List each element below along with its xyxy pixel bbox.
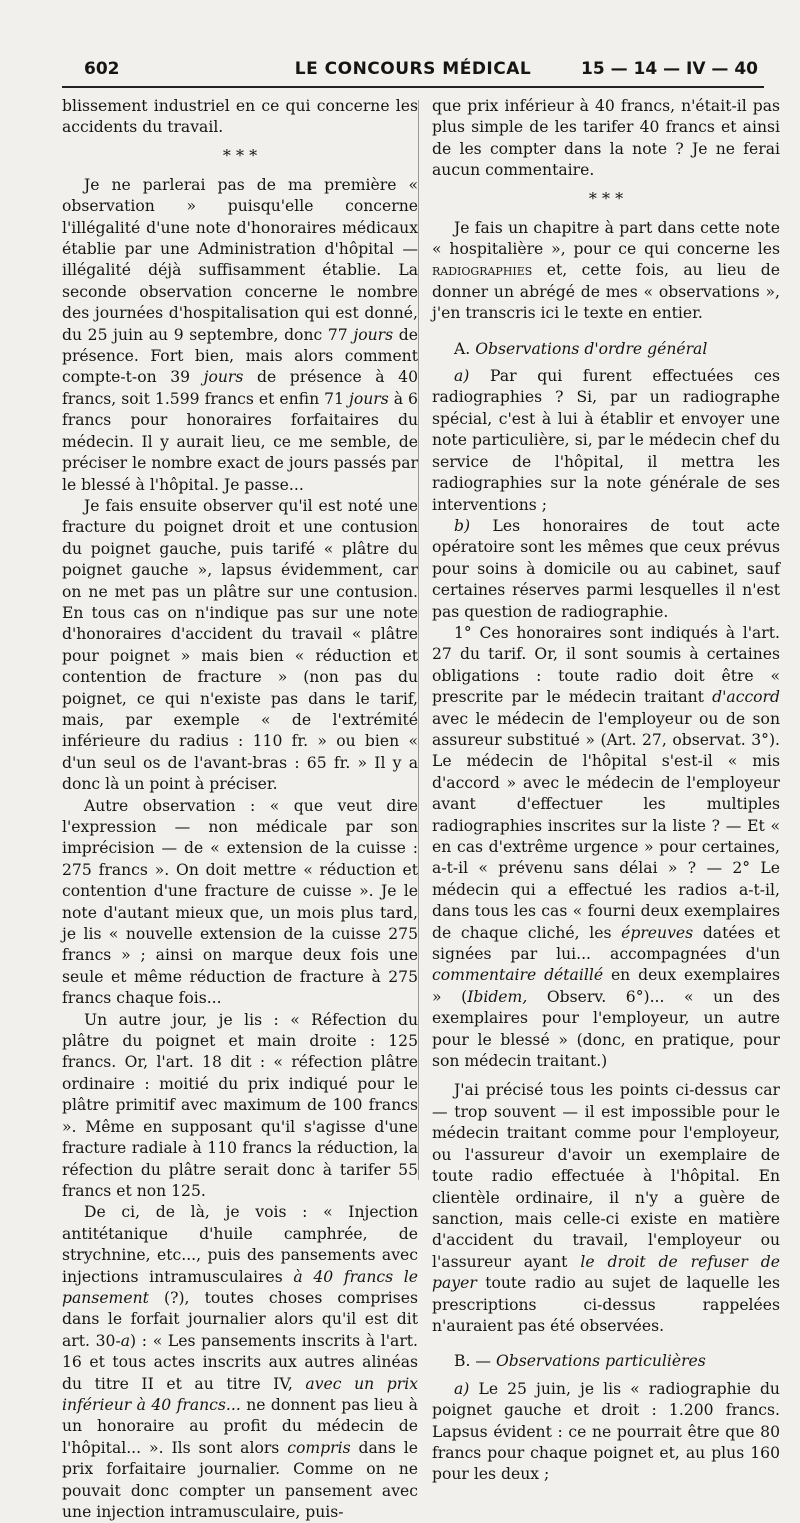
paragraph: J'ai précisé tous les points ci-dessus car — trop souvent — il est impossible pour le médecin traitant comme pour l'employeur, ou l'assureur d'avoir un exemplaire de toute radio effectuée à l'hôpital. En clientèle ordinaire, il n'y a guère de sanction, mais celle-ci existe en matière d'accident du travail, l'employeur ou l'assureur ayant le droit de refuser de payer toute radio au sujet de laquelle les prescriptions ci-dessus rappelées n'auraient pas été observées. bbox=[432, 1081, 781, 1335]
list-item: a) Le 25 juin, je lis « radiographie du poignet gauche et droit : 1.200 francs. Lapsus évident : ce ne pourrait être que 80 francs pour chaque poignet et, au plus 160 pour les deux ; bbox=[432, 1379, 780, 1484]
column-divider bbox=[418, 100, 419, 1180]
paragraph: blissement industriel en ce qui concerne les accidents du travail. bbox=[62, 97, 418, 137]
running-header bbox=[62, 52, 764, 88]
list-item: b) Les honoraires de tout acte opératoire sont les mêmes que ceux prévus pour soins à domicile ou au cabinet, sauf certaines réserves parmi lesquelles il n'est pas question de radiographie. bbox=[432, 516, 780, 621]
section-asterism: * * * bbox=[588, 188, 624, 208]
paragraph: Autre observation : « que veut dire l'expression — non médicale par son imprécision — de « extension de la cuisse : 275 francs ». On doit mettre « réduction et contention d'une fracture de cuisse ». Je le note d'autant mieux que, un mois plus tard, je lis « nouvelle extension de la cuisse 275 francs » ; ainsi on marque deux fois une seule et même réduction de fracture à 275 francs chaque fois... bbox=[62, 796, 418, 1008]
section-heading-b: B. — Observations particulières bbox=[454, 1352, 706, 1371]
page-number: 602 bbox=[84, 59, 120, 79]
issue-date: 15 — 14 — IV — 40 bbox=[581, 59, 758, 79]
paragraph: De ci, de là, je vois : « Injection antitétanique d'huile camphrée, de strychnine, etc..., puis des pansements avec injections intramusculaires à 40 francs le pansement (?), toutes choses comprises dans le forfait journalier alors qu'il est dit art. 30-a) : « Les pansements inscrits à l'art. 16 et tous actes inscrits aux autres alinéas du titre II et au titre IV, avec un prix inférieur à 40 francs... ne donnent pas lieu à un honoraire au profit du médecin de l'hôpital... ». Ils sont alors compris dans le prix forfaitaire journalier. Comme on ne pouvait donc compter un pansement avec une injection intramusculaire, puis- bbox=[62, 1203, 418, 1521]
section-asterism: * * * bbox=[222, 145, 258, 165]
journal-title: LE CONCOURS MÉDICAL bbox=[294, 59, 532, 79]
paragraph: Je fais ensuite observer qu'il est noté une fracture du poignet droit et une contusion du poignet gauche, puis tarifé « plâtre du poignet gauche », lapsus évidemment, car on ne met pas un plâtre sur une contusion. En tous cas on n'indique pas sur une note d'honoraires d'accident du travail « plâtre pour poignet » mais bien « réduction et contention de fracture » (non pas du poignet, ce qui n'existe pas dans le tarif, mais, par exemple « de l'extrémité inférieure du radius : 110 fr. » ou bien « d'un seul os de l'avant-bras : 65 fr. » Il y a donc là un point à préciser. bbox=[62, 496, 418, 794]
paragraph: Un autre jour, je lis : « Réfection du plâtre du poignet et main droite : 125 francs. Or, l'art. 18 dit : « réfection plâtre ordinaire : moitié du prix indiqué pour le plâtre primitif avec maximum de 100 francs ». Même en supposant qu'il s'agisse d'une fracture radiale à 110 francs la réduction, la réfection du plâtre serait donc à tarifer 55 francs et non 125. bbox=[62, 1010, 418, 1200]
paragraph: que prix inférieur à 40 francs, n'était-il pas plus simple de les tarifer 40 francs et ainsi de les compter dans la note ? Je ne ferai aucun commentaire. bbox=[432, 97, 780, 180]
paragraph: Je fais un chapitre à part dans cette note « hospitalière », pour ce qui concerne les radiographies et, cette fois, au lieu de donner un abrégé de mes « observations », j'en transcris ici le texte en entier. bbox=[432, 218, 780, 323]
left-column bbox=[62, 96, 418, 1523]
list-item: a) Par qui furent effectuées ces radiographies ? Si, par un radiographe spécial, c'est à lui à établir et envoyer une note particulière, si, par le médecin chef du service de l'hôpital, il mettra les radiographies sur la note générale de ses interventions ; bbox=[432, 367, 780, 514]
section-heading-a: A. Observations d'ordre général bbox=[454, 339, 708, 358]
paragraph: Je ne parlerai pas de ma première « observation » puisqu'elle concerne l'illégalité d'une note d'honoraires médicaux établie par une Administration d'hôpital — illégalité déjà suffisamment établie. La seconde observation concerne le nombre des journées d'hospitalisation qui est donné, du 25 juin au 9 septembre, donc 77 jours de présence. Fort bien, mais alors comment compte-t-on 39 jours de présence à 40 francs, soit 1.599 francs et enfin 71 jours à 6 francs pour honoraires forfaitaires du médecin. Il y aurait lieu, ce me semble, de préciser le nombre exact de jours passés par le blessé à l'hôpital. Je passe... bbox=[62, 175, 418, 494]
right-column bbox=[432, 96, 780, 1486]
paragraph: 1° Ces honoraires sont indiqués à l'art. 27 du tarif. Or, il sont soumis à certaines obligations : toute radio doit être « prescrite par le médecin traitant d'accord avec le médecin de l'employeur ou de son assureur substitué » (Art. 27, observat. 3°). Le médecin de l'hôpital s'est-il « mis d'accord » avec le médecin de l'employeur avant d'effectuer les multiples radiographies inscrites sur la liste ? — Et « en cas d'extrême urgence » pour certaines, a-t-il « prévenu sans délai » ? — 2° Le médecin qui a effectué les radios a-t-il, dans tous les cas « fourni deux exemplaires de chaque cliché, les épreuves datées et signées par lui... accompagnées d'un commentaire détaillé en deux exemplaires » (Ibidem, Observ. 6°)... « un des exemplaires pour l'employeur, un autre pour le blessé » (donc, en pratique, pour son médecin traitant.) bbox=[432, 623, 780, 1071]
